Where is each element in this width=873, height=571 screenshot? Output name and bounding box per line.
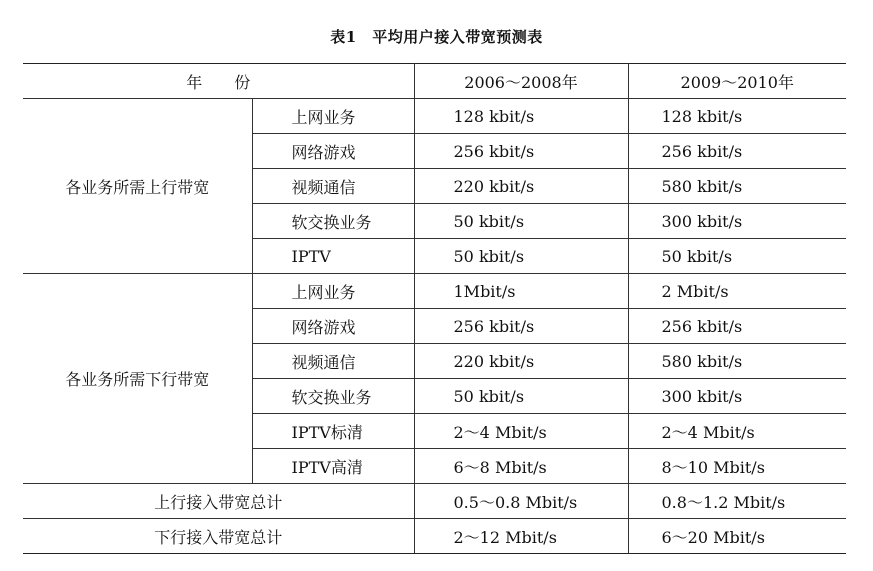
bandwidth-forecast-table bbox=[23, 63, 846, 554]
table-caption: 表1 平均用户接入带宽预测表 bbox=[330, 28, 543, 46]
downstream-group-label: 各业务所需下行带宽 bbox=[23, 274, 252, 484]
total-label: 上行接入带宽总计 bbox=[23, 484, 414, 519]
total-label: 下行接入带宽总计 bbox=[23, 519, 414, 554]
value-cell: 2～4 Mbit/s bbox=[628, 414, 846, 449]
value-cell: 50 kbit/s bbox=[414, 204, 628, 239]
period-header-2006-2008: 2006～2008年 bbox=[414, 64, 628, 99]
value-cell: 300 kbit/s bbox=[628, 204, 846, 239]
service-cell: IPTV标清 bbox=[252, 414, 414, 449]
total-row-downstream bbox=[23, 519, 846, 554]
value-cell: 8～10 Mbit/s bbox=[628, 449, 846, 484]
value-cell: 580 kbit/s bbox=[628, 169, 846, 204]
service-cell: 视频通信 bbox=[252, 344, 414, 379]
value-cell: 220 kbit/s bbox=[414, 344, 628, 379]
service-cell: 软交换业务 bbox=[252, 379, 414, 414]
service-cell: IPTV bbox=[252, 239, 414, 274]
value-cell: 580 kbit/s bbox=[628, 344, 846, 379]
service-cell: 上网业务 bbox=[252, 99, 414, 134]
value-cell: 300 kbit/s bbox=[628, 379, 846, 414]
value-cell: 256 kbit/s bbox=[414, 134, 628, 169]
period-header-2009-2010: 2009～2010年 bbox=[628, 64, 846, 99]
value-cell: 0.8～1.2 Mbit/s bbox=[628, 484, 846, 519]
value-cell: 2～4 Mbit/s bbox=[414, 414, 628, 449]
total-row-upstream bbox=[23, 484, 846, 519]
table-header-row bbox=[23, 64, 846, 99]
value-cell: 1Mbit/s bbox=[414, 274, 628, 309]
value-cell: 50 kbit/s bbox=[628, 239, 846, 274]
value-cell: 256 kbit/s bbox=[628, 309, 846, 344]
value-cell: 2～12 Mbit/s bbox=[414, 519, 628, 554]
value-cell: 50 kbit/s bbox=[414, 239, 628, 274]
service-cell: IPTV高清 bbox=[252, 449, 414, 484]
value-cell: 220 kbit/s bbox=[414, 169, 628, 204]
service-cell: 视频通信 bbox=[252, 169, 414, 204]
value-cell: 6～20 Mbit/s bbox=[628, 519, 846, 554]
service-cell: 网络游戏 bbox=[252, 134, 414, 169]
value-cell: 128 kbit/s bbox=[628, 99, 846, 134]
table-row bbox=[23, 274, 846, 309]
value-cell: 0.5～0.8 Mbit/s bbox=[414, 484, 628, 519]
value-cell: 6～8 Mbit/s bbox=[414, 449, 628, 484]
service-cell: 软交换业务 bbox=[252, 204, 414, 239]
service-cell: 上网业务 bbox=[252, 274, 414, 309]
value-cell: 256 kbit/s bbox=[414, 309, 628, 344]
table-row bbox=[23, 99, 846, 134]
value-cell: 2 Mbit/s bbox=[628, 274, 846, 309]
value-cell: 50 kbit/s bbox=[414, 379, 628, 414]
value-cell: 128 kbit/s bbox=[414, 99, 628, 134]
service-cell: 网络游戏 bbox=[252, 309, 414, 344]
value-cell: 256 kbit/s bbox=[628, 134, 846, 169]
year-header-cell: 年 份 bbox=[23, 64, 414, 99]
upstream-group-label: 各业务所需上行带宽 bbox=[23, 99, 252, 274]
